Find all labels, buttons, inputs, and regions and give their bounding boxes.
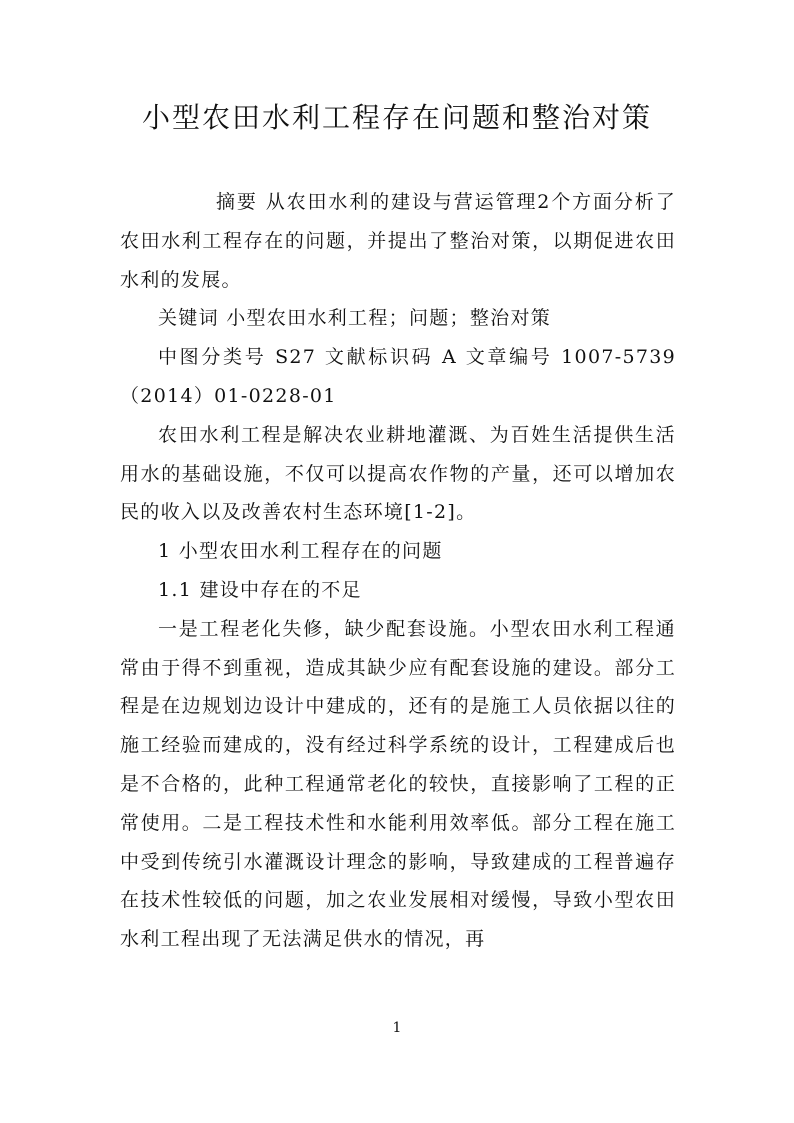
body-paragraph: 一是工程老化失修，缺少配套设施。小型农田水利工程通常由于得不到重视，造成其缺少应有配套设施的建设。部分工程是在边规划边设计中建成的，还有的是施工人员依据以往的施工经验而建成的，没有经过科学系统的设计，工程建成后也是不合格的，此种工程通常老化的较快，直接影响了工程的正常使用。二是工程技术性和水能利用效率低。部分工程在施工中受到传统引水灌溉设计理念的影响，导致建成的工程普遍存在技术性较低的问题，加之农业发展相对缓慢，导致小型农田水利工程出现了无法满足供水的情况，再 bbox=[120, 617, 676, 951]
document-body bbox=[120, 183, 676, 959]
abstract-paragraph: 摘要 从农田水利的建设与营运管理2个方面分析了农田水利工程存在的问题，并提出了整治对策，以期促进农田水利的发展。 bbox=[120, 191, 676, 291]
page-number: 1 bbox=[392, 1020, 402, 1036]
section-heading-1: 1 小型农田水利工程存在的问题 bbox=[158, 540, 443, 563]
subsection-heading-1-1: 1.1 建设中存在的不足 bbox=[158, 578, 362, 601]
classification-paragraph: 中图分类号 S27 文献标识码 A 文章编号 1007-5739（2014）01-0228-01 bbox=[120, 346, 676, 407]
intro-paragraph: 农田水利工程是解决农业耕地灌溉、为百姓生活提供生活用水的基础设施，不仅可以提高农作物的产量，还可以增加农民的收入以及改善农村生态环境[1-2]。 bbox=[120, 423, 676, 524]
keywords-paragraph: 关键词 小型农田水利工程；问题；整治对策 bbox=[158, 307, 552, 330]
document-title: 小型农田水利工程存在问题和整治对策 bbox=[141, 101, 652, 134]
